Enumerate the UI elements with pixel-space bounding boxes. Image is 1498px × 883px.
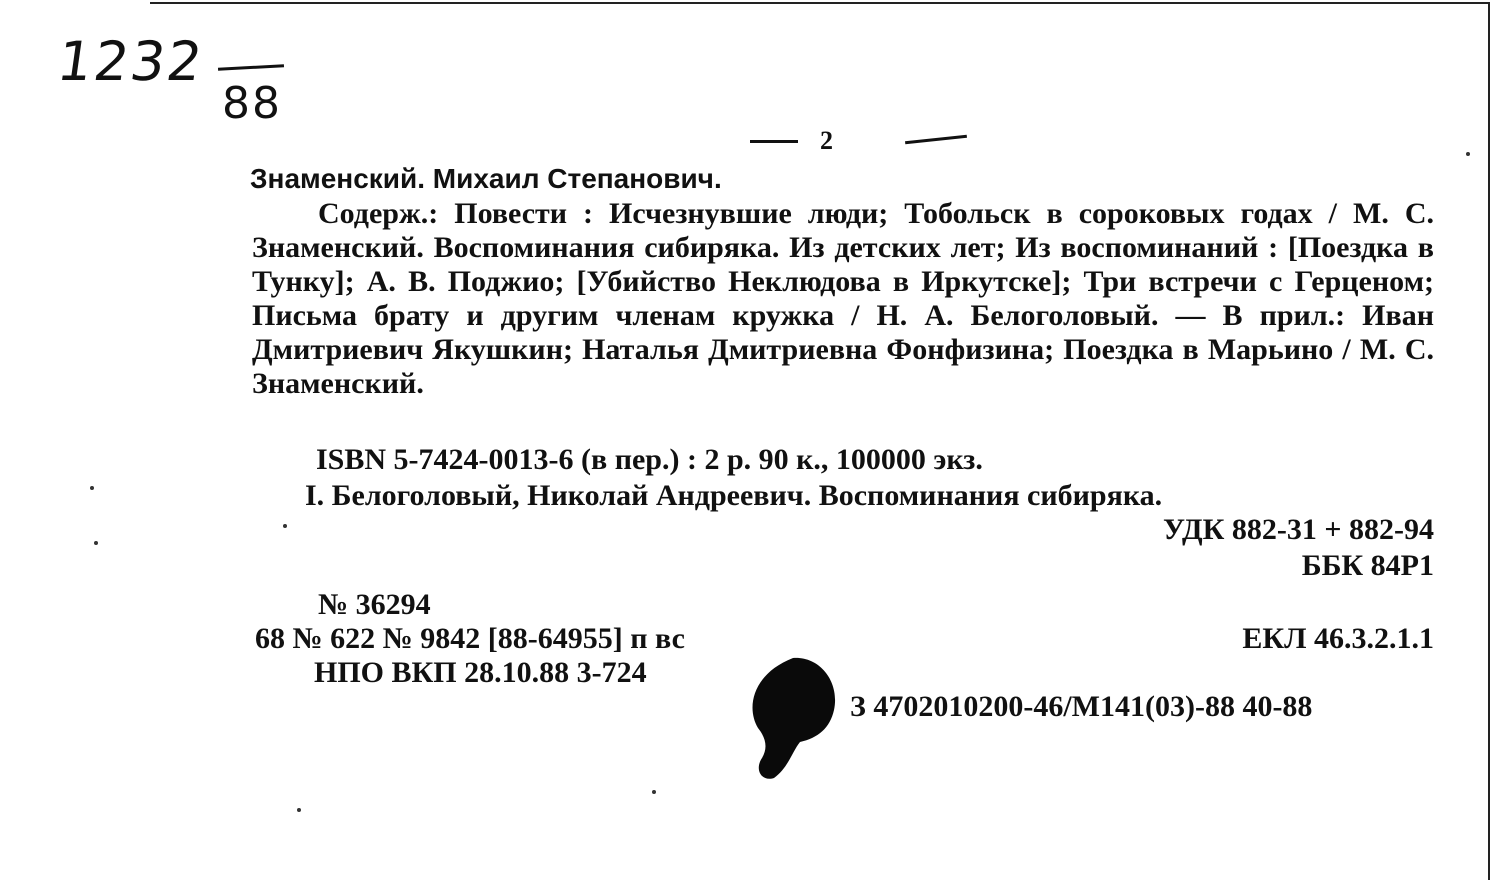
speck — [297, 808, 301, 812]
npo-line: НПО ВКП 28.10.88 3-724 — [314, 656, 647, 689]
speck — [1466, 152, 1470, 156]
isbn-line: ISBN 5-7424-0013-6 (в пер.) : 2 р. 90 к., 100000 экз. — [316, 443, 983, 476]
handwritten-rule — [218, 64, 284, 70]
bbk-line: ББК 84Р1 — [1301, 549, 1434, 582]
ink-blot — [748, 652, 838, 782]
z-code-line: З 4702010200-46/М141(03)-88 40-88 — [850, 690, 1313, 723]
added-entry-line: I. Белоголовый, Николай Андреевич. Воспоминания сибиряка. — [305, 479, 1163, 512]
order-line: 68 № 622 № 9842 [88-64955] п вс — [255, 622, 685, 655]
speck — [90, 486, 94, 490]
speck — [652, 790, 656, 794]
card-marker: 2 — [820, 126, 833, 155]
card-top-border — [150, 2, 1490, 4]
marker-dash-right — [905, 135, 967, 144]
record-number: № 36294 — [318, 588, 431, 621]
speck — [94, 541, 98, 545]
author-heading: Знаменский. Михаил Степанович. — [250, 163, 722, 194]
card-right-border — [1488, 2, 1490, 880]
ekl-line: ЕКЛ 46.3.2.1.1 — [1242, 622, 1434, 655]
marker-dash-left — [750, 140, 798, 143]
handwritten-year: 88 — [222, 78, 282, 129]
udk-line: УДК 882-31 + 882-94 — [1163, 513, 1434, 546]
speck — [283, 524, 287, 528]
contents-paragraph: Содерж.: Повести : Исчезнувшие люди; Тобольск в сороковых годах / М. С. Знаменский. Воспоминания сибиряка. Из детских лет; Из воспоминаний : [Поездка в Тунку]; А. В. Поджио; [Убийство Неклюдова в Иркутске]; Три встречи с Герценом; Письма брату и другим членам кружка / Н. А. Белоголовый. — В прил.: Иван Дмитриевич Якушкин; Наталья Дмитриевна Фонфизина; Поездка в Марьино / М. С. Знаменский. — [252, 197, 1434, 400]
handwritten-shelf-number: 1232 — [53, 30, 208, 93]
